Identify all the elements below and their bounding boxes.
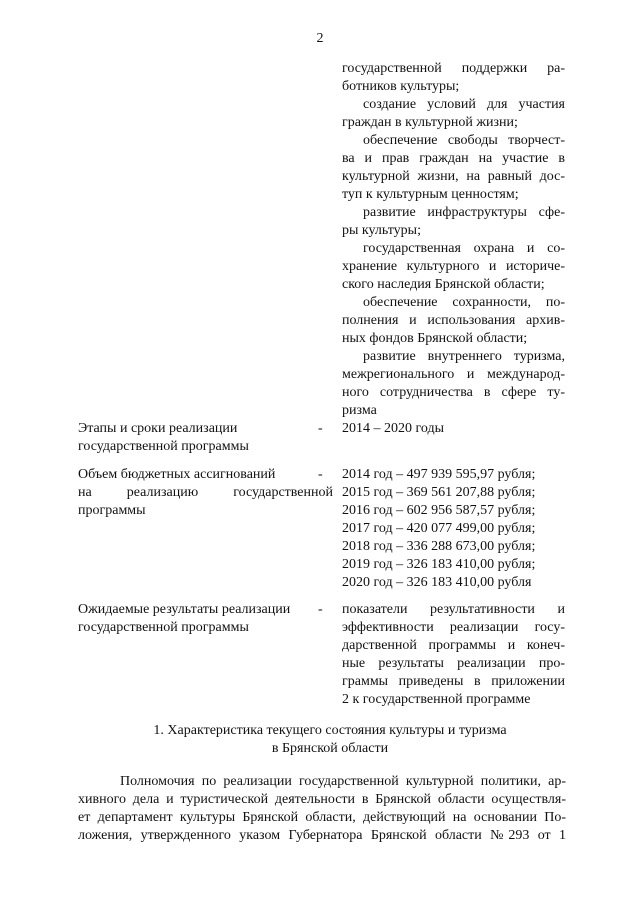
- budget-year: 2017 год – 420 077 499,00 рубля;: [342, 521, 536, 536]
- budget-label: Объем бюджетных ассигнований на реализацию государственной программы: [78, 467, 333, 518]
- goal-line: туп к культурным ценностям;: [342, 187, 519, 202]
- budget-year: 2018 год – 336 288 673,00 рубля;: [342, 539, 536, 554]
- goal-item: [342, 240, 565, 294]
- goal-item: [342, 96, 565, 132]
- goal-line: полнения и использования архив-: [342, 313, 565, 328]
- budget-year: 2020 год – 326 183 410,00 рубля: [342, 575, 532, 590]
- goal-line: ного сотрудничества в сфере ту-: [342, 385, 565, 400]
- goal-item: [342, 132, 565, 204]
- budget-dash: -: [318, 467, 323, 482]
- budget-values: [342, 466, 565, 592]
- goal-line: культурной жизни, на равный дос-: [342, 169, 565, 184]
- goal-line: обеспечение свободы творчест-: [363, 133, 565, 148]
- goal-item: [342, 204, 565, 240]
- goal-line: ризма: [342, 403, 377, 418]
- body-paragraph: Полномочия по реализации государственной культурной политики, ар- хивного дела и туристической деятельности в Брянской области осуществля- ет департамент культуры Брянской области, действующий на основании По- ложения, утвержденного указом Губернатора Брянской области №293 от 1: [78, 774, 566, 843]
- goal-line: межрегионального и международ-: [342, 367, 565, 382]
- results-label: Ожидаемые результаты реализации государственной программы: [78, 602, 291, 635]
- goal-line: ботников культуры;: [342, 79, 460, 94]
- page-number: 2: [316, 31, 324, 46]
- goal-line: хранение культурного и историче-: [342, 259, 565, 274]
- results-value: показатели результативности и эффективности реализации госу- дарственной программы и конеч- ные результаты реализации про- граммы приведены в приложении 2 к государственной программе: [342, 602, 565, 707]
- goal-line: государственной поддержки ра-: [342, 61, 565, 76]
- goal-item: [342, 60, 565, 96]
- goal-line: ва и прав граждан на участие в: [342, 151, 565, 166]
- stages-dash: -: [318, 421, 323, 436]
- budget-year: 2015 год – 369 561 207,88 рубля;: [342, 485, 536, 500]
- goal-line: ры культуры;: [342, 223, 421, 238]
- budget-year: 2019 год – 326 183 410,00 рубля;: [342, 557, 536, 572]
- section-heading: 1. Характеристика текущего состояния культуры и туризма в Брянской области: [153, 723, 507, 756]
- goal-line: ных фондов Брянской области;: [342, 331, 528, 346]
- goal-item: [342, 294, 565, 348]
- goal-line: развитие инфраструктуры сфе-: [363, 205, 565, 220]
- goal-item: [342, 348, 565, 420]
- stages-label: Этапы и сроки реализации государственной программы: [78, 421, 249, 454]
- goal-line: ского наследия Брянской области;: [342, 277, 545, 292]
- budget-year: 2016 год – 602 956 587,57 рубля;: [342, 503, 536, 518]
- goal-line: развитие внутреннего туризма,: [363, 349, 565, 364]
- goal-line: обеспечение сохранности, по-: [363, 295, 565, 310]
- goal-line: граждан в культурной жизни;: [342, 115, 518, 130]
- results-dash: -: [318, 602, 323, 617]
- goal-line: государственная охрана и со-: [363, 241, 565, 256]
- stages-value: 2014 – 2020 годы: [342, 421, 445, 436]
- goal-line: создание условий для участия: [363, 97, 565, 112]
- budget-year: 2014 год – 497 939 595,97 рубля;: [342, 467, 536, 482]
- goals-list: [342, 60, 565, 420]
